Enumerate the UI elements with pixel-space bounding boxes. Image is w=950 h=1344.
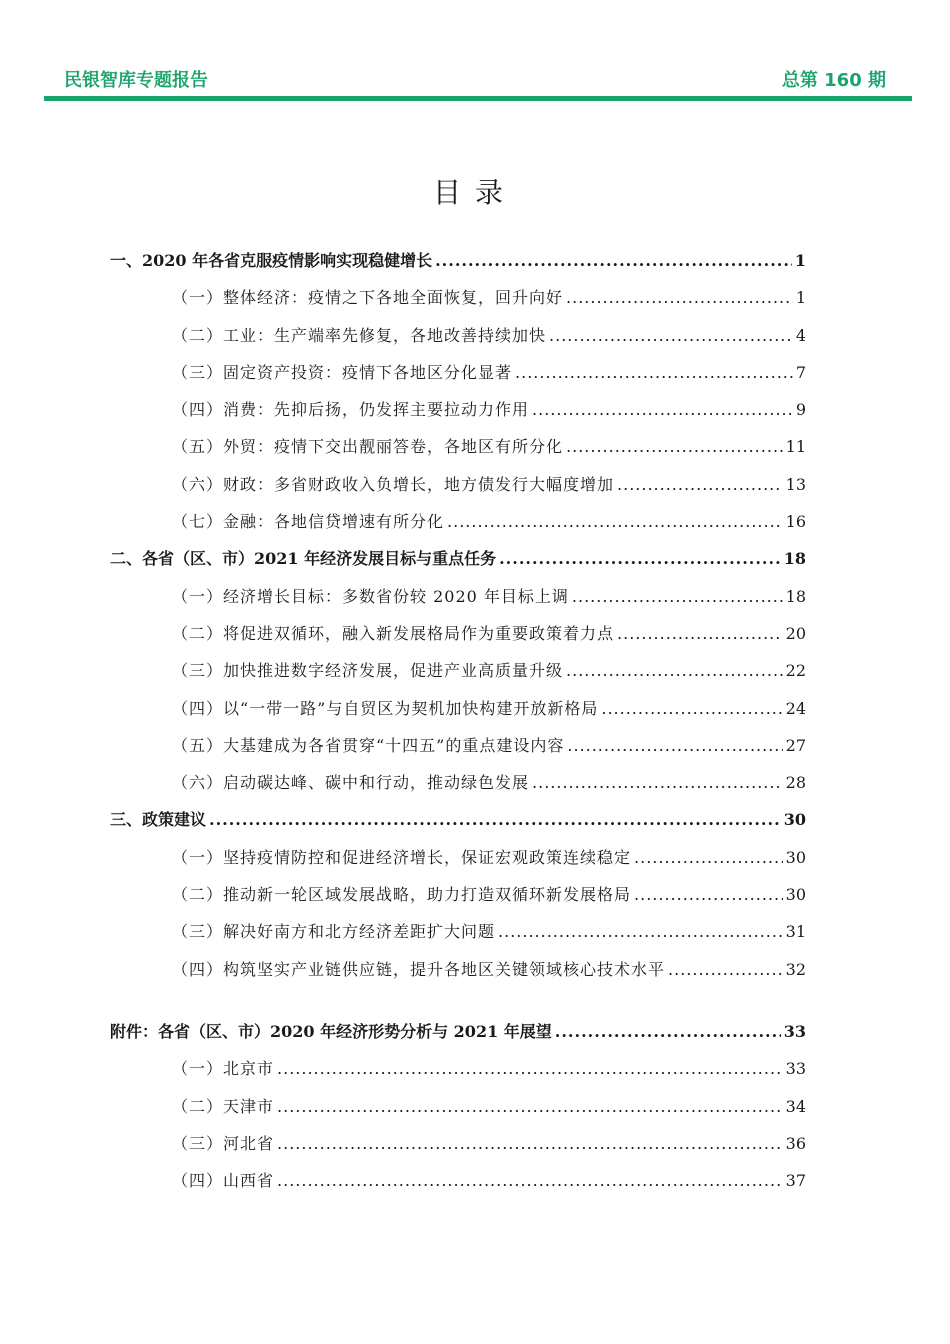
toc-leader-dots [277, 1050, 783, 1087]
page-header [0, 0, 950, 110]
toc-leader-dots [277, 1088, 783, 1125]
toc-subsection[interactable] [110, 1088, 806, 1125]
toc-entry-page: 32 [785, 959, 806, 979]
toc-entry-page: 9 [795, 400, 806, 420]
toc-appendix[interactable] [110, 1013, 806, 1050]
toc-entry-page: 27 [785, 735, 806, 755]
toc-entry-page: 33 [785, 1059, 806, 1079]
toc-subsection[interactable] [110, 951, 806, 988]
toc-leader-dots [515, 354, 793, 391]
toc-entry-page: 30 [785, 847, 806, 867]
toc-entry-title: （三）河北省 [172, 1133, 275, 1153]
toc-subsection[interactable] [110, 466, 806, 503]
toc-entry-page: 20 [785, 623, 806, 643]
toc-entry-page: 18 [785, 586, 806, 606]
toc-leader-dots [532, 391, 793, 428]
toc-entry-page: 22 [785, 661, 806, 681]
toc-subsection[interactable] [110, 503, 806, 540]
toc-subsection[interactable] [110, 1050, 806, 1087]
toc-subsection[interactable] [110, 1162, 806, 1199]
toc-leader-dots [498, 913, 783, 950]
toc-subsection[interactable] [110, 578, 806, 615]
toc-entry-title: （三）固定资产投资：疫情下各地区分化显著 [172, 362, 513, 382]
toc-entry-title: （四）构筑坚实产业链供应链，提升各地区关键领域核心技术水平 [172, 959, 666, 979]
toc-entry-title: （二）将促进双循环，融入新发展格局作为重要政策着力点 [172, 623, 615, 643]
toc-leader-dots [566, 279, 793, 316]
toc-entry-page: 13 [785, 474, 806, 494]
toc-subsection[interactable] [110, 690, 806, 727]
toc-leader-dots [532, 764, 783, 801]
toc-entry-title: 三、政策建议 [110, 810, 207, 830]
toc-subsection[interactable] [110, 913, 806, 950]
toc-entry-page: 30 [785, 885, 806, 905]
toc-entry-page: 11 [785, 437, 806, 457]
toc-leader-dots [572, 578, 783, 615]
toc-entry-title: 一、2020 年各省克服疫情影响实现稳健增长 [110, 251, 433, 270]
toc-leader-dots [617, 615, 783, 652]
toc-entry-title: 二、各省（区、市）2021 年经济发展目标与重点任务 [110, 549, 497, 569]
toc-leader-dots [634, 839, 783, 876]
toc-entry-title: （四）山西省 [172, 1171, 275, 1191]
toc-entry-title: （一）坚持疫情防控和促进经济增长，保证宏观政策连续稳定 [172, 847, 632, 867]
toc-leader-dots [435, 242, 792, 279]
toc-entry-page: 33 [783, 1021, 806, 1041]
toc-leader-dots [555, 1013, 781, 1050]
toc-leader-dots [499, 540, 781, 577]
toc-section-3[interactable] [110, 801, 806, 838]
toc-entry-title: （四）以“一带一路”与自贸区为契机加快构建开放新格局 [172, 698, 599, 718]
toc-entry-page: 36 [785, 1133, 806, 1153]
toc-entry-page: 37 [785, 1171, 806, 1191]
toc-subsection[interactable] [110, 391, 806, 428]
toc-leader-dots [617, 466, 783, 503]
header-divider [44, 96, 912, 101]
toc-entry-title: （六）启动碳达峰、碳中和行动，推动绿色发展 [172, 773, 530, 793]
toc-subsection[interactable] [110, 839, 806, 876]
toc-entry-page: 18 [783, 549, 806, 569]
toc-entry-title: （六）财政：多省财政收入负增长，地方债发行大幅度增加 [172, 474, 615, 494]
toc-entry-title: （一）北京市 [172, 1059, 275, 1079]
section-spacer [110, 988, 806, 1013]
toc-entry-title: （一）整体经济：疫情之下各地全面恢复，回升向好 [172, 288, 564, 308]
toc-entry-page: 30 [783, 810, 806, 830]
toc-leader-dots [447, 503, 783, 540]
toc-entry-page: 31 [785, 922, 806, 942]
toc-subsection[interactable] [110, 727, 806, 764]
toc-leader-dots [277, 1125, 783, 1162]
toc-entry-page: 24 [785, 698, 806, 718]
toc-leader-dots [601, 690, 782, 727]
toc-entry-title: （二）推动新一轮区域发展战略，助力打造双循环新发展格局 [172, 885, 632, 905]
toc-leader-dots [209, 801, 781, 838]
toc-entry-title: （二）工业：生产端率先修复，各地改善持续加快 [172, 325, 547, 345]
toc-entry-title: 附件：各省（区、市）2020 年经济形势分析与 2021 年展望 [110, 1021, 552, 1041]
toc-leader-dots [634, 876, 783, 913]
toc-subsection[interactable] [110, 764, 806, 801]
toc-leader-dots [567, 727, 782, 764]
toc-subsection[interactable] [110, 279, 806, 316]
toc-entry-title: （五）外贸：疫情下交出靓丽答卷，各地区有所分化 [172, 437, 564, 457]
toc-entry-title: （一）经济增长目标：多数省份较 2020 年目标上调 [172, 586, 569, 606]
toc-entry-page: 16 [785, 512, 806, 532]
toc-entry-page: 28 [785, 773, 806, 793]
toc-section-2[interactable] [110, 540, 806, 577]
toc-entry-title: （三）解决好南方和北方经济差距扩大问题 [172, 922, 496, 942]
toc-entry-title: （七）金融：各地信贷增速有所分化 [172, 512, 445, 532]
toc-entry-page: 34 [785, 1096, 806, 1116]
toc-subsection[interactable] [110, 615, 806, 652]
toc-subsection[interactable] [110, 1125, 806, 1162]
table-of-contents [110, 242, 806, 1199]
toc-subsection[interactable] [110, 428, 806, 465]
toc-entry-page: 4 [795, 325, 806, 345]
toc-entry-title: （五）大基建成为各省贯穿“十四五”的重点建设内容 [172, 735, 565, 755]
toc-subsection[interactable] [110, 354, 806, 391]
toc-entry-page: 7 [795, 362, 806, 382]
toc-leader-dots [549, 317, 793, 354]
toc-subsection[interactable] [110, 652, 806, 689]
toc-section-1[interactable] [110, 242, 806, 279]
toc-entry-title: （二）天津市 [172, 1096, 275, 1116]
toc-subsection[interactable] [110, 876, 806, 913]
toc-entry-title: （四）消费：先抑后扬，仍发挥主要拉动力作用 [172, 400, 530, 420]
toc-leader-dots [566, 428, 783, 465]
page-title: 目录 [432, 176, 517, 209]
toc-entry-page: 1 [794, 251, 806, 270]
toc-leader-dots [668, 951, 783, 988]
toc-entry-title: （三）加快推进数字经济发展，促进产业高质量升级 [172, 661, 564, 681]
toc-entry-page: 1 [795, 288, 806, 308]
issue-number: 总第 160 期 [781, 70, 886, 91]
toc-leader-dots [566, 652, 783, 689]
toc-subsection[interactable] [110, 317, 806, 354]
report-series-title: 民银智库专题报告 [64, 70, 208, 91]
toc-leader-dots [277, 1162, 783, 1199]
